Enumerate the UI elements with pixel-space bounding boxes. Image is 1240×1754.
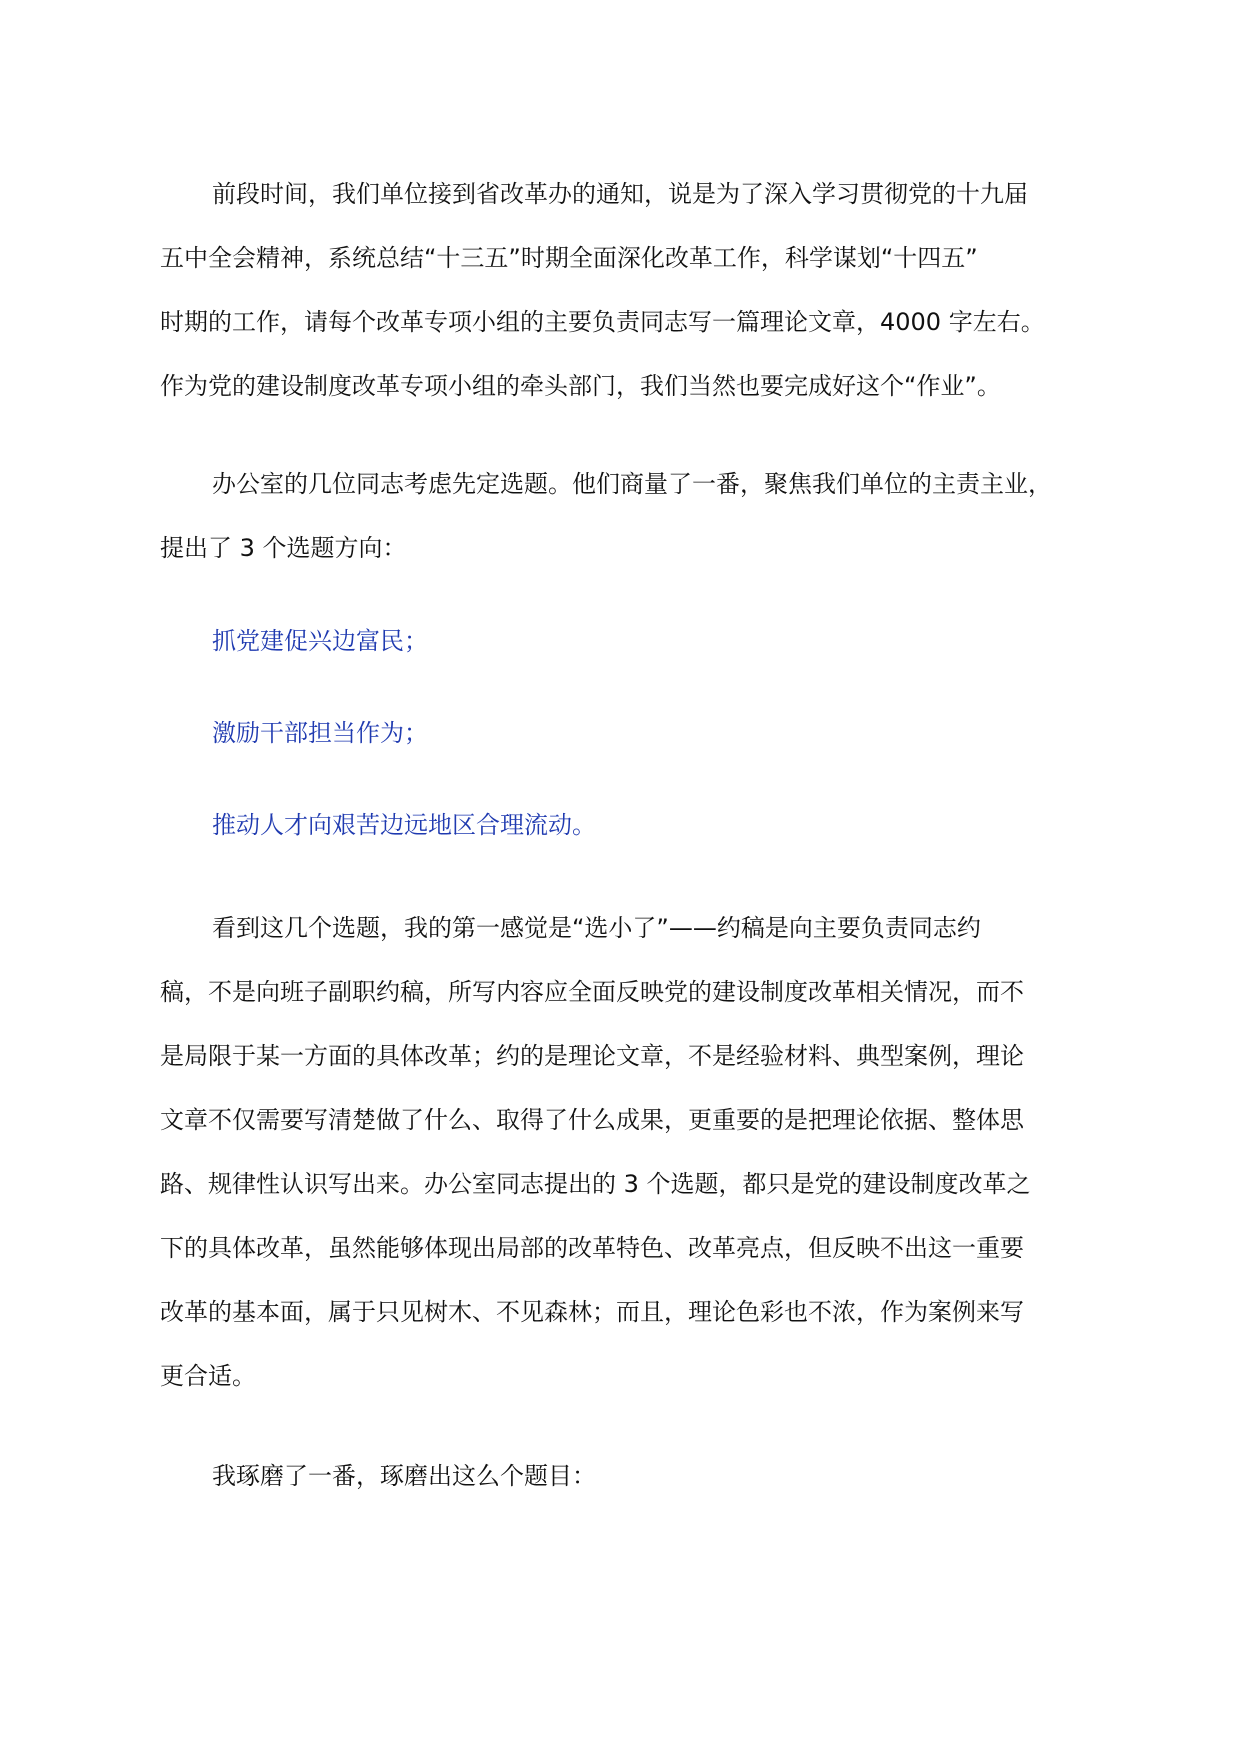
paragraph-line: 文章不仅需要写清楚做了什么、取得了什么成果，更重要的是把理论依据、整体思 <box>160 1106 1024 1134</box>
topic-item: 推动人才向艰苦边远地区合理流动。 <box>212 811 596 839</box>
paragraph-line: 更合适。 <box>160 1362 256 1390</box>
paragraph-line: 办公室的几位同志考虑先定选题。他们商量了一番，聚焦我们单位的主责主业， <box>212 470 1052 498</box>
paragraph-line: 路、规律性认识写出来。办公室同志提出的 3 个选题，都只是党的建设制度改革之 <box>160 1170 1031 1198</box>
paragraph-line: 改革的基本面，属于只见树木、不见森林；而且，理论色彩也不浓，作为案例来写 <box>160 1298 1024 1326</box>
paragraph-line: 是局限于某一方面的具体改革；约的是理论文章，不是经验材料、典型案例，理论 <box>160 1042 1024 1070</box>
topic-item: 抓党建促兴边富民； <box>212 627 428 655</box>
paragraph-line: 时期的工作，请每个改革专项小组的主要负责同志写一篇理论文章，4000 字左右。 <box>160 308 1045 336</box>
paragraph-line: 我琢磨了一番，琢磨出这么个题目： <box>212 1462 596 1490</box>
paragraph-line: 作为党的建设制度改革专项小组的牵头部门，我们当然也要完成好这个“作业”。 <box>160 372 1001 400</box>
topic-item: 激励干部担当作为； <box>212 719 428 747</box>
paragraph-line: 看到这几个选题，我的第一感觉是“选小了”——约稿是向主要负责同志约 <box>212 914 981 942</box>
paragraph-line: 下的具体改革，虽然能够体现出局部的改革特色、改革亮点，但反映不出这一重要 <box>160 1234 1024 1262</box>
paragraph-line: 前段时间，我们单位接到省改革办的通知，说是为了深入学习贯彻党的十九届 <box>212 180 1028 208</box>
paragraph-line: 提出了 3 个选题方向： <box>160 534 407 562</box>
paragraph-line: 五中全会精神，系统总结“十三五”时期全面深化改革工作，科学谋划“十四五” <box>160 244 978 272</box>
paragraph-line: 稿，不是向班子副职约稿，所写内容应全面反映党的建设制度改革相关情况，而不 <box>160 978 1024 1006</box>
